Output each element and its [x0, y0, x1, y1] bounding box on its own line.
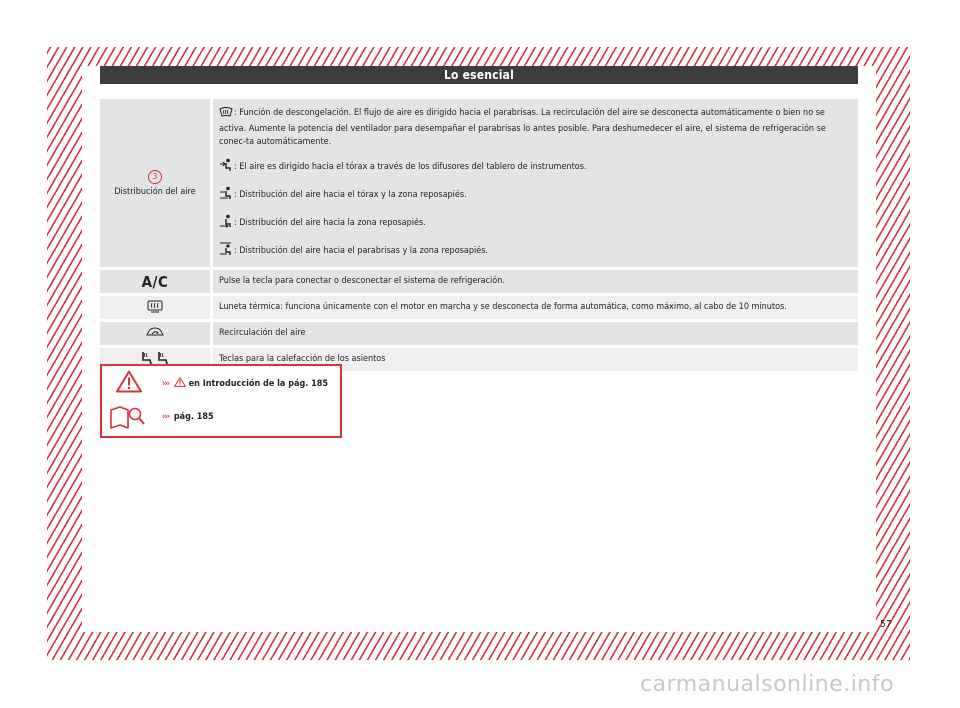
list-item: : Distribución del aire hacia el tórax y la zona reposapiés. [219, 186, 852, 205]
list-item: : Función de descongelación. El flujo de aire es dirigido hacia el parabrisas. La recirculación del aire se desconecta automáticamente o bien no se activa. Aumente la potencia del ventilador para desempañar el parabrisas lo antes posible. Para deshumedecer el aire, el sistema de refrigeración se conec-ta automáticamente. [219, 108, 826, 147]
reference-text: en Introducción de la pág. 185 [188, 379, 329, 389]
ac-symbol: A/C [141, 272, 169, 291]
reference-line-1[interactable]: ››› en Introducción de la pág. 185 [162, 379, 329, 389]
list-item: : Distribución del aire hacia el parabrisas y la zona reposapiés. [219, 242, 852, 261]
row-description-cell: Teclas para la calefacción de los asientos [213, 348, 858, 371]
table-row-rear-window [100, 296, 858, 319]
air-distribution-label: Distribución del aire [114, 186, 196, 197]
rear-window-defrost-icon [147, 300, 163, 316]
airflow-feet-icon [219, 214, 233, 233]
row-label-cell [100, 296, 210, 319]
windshield-defrost-icon [219, 107, 233, 123]
airflow-windshield-feet-icon [219, 242, 233, 261]
row-description-cell [213, 99, 858, 267]
reference-box [100, 364, 342, 438]
table-row-air-distribution [100, 99, 858, 267]
row-label-cell [100, 270, 210, 293]
reference-text: pág. 185 [173, 412, 214, 422]
airflow-chest-feet-icon [219, 186, 233, 205]
recirculation-icon [146, 326, 164, 341]
row-description-cell: Pulse la tecla para conectar o desconectar el sistema de refrigeración. [213, 270, 858, 293]
reference-line-2[interactable]: ››› pág. 185 [162, 412, 214, 422]
row-description-cell: Luneta térmica: funciona únicamente con el motor en marcha y se desconecta de forma automática, como máximo, al cabo de 10 minutos. [213, 296, 858, 319]
table-row-ac [100, 270, 858, 293]
page-header: Lo esencial [100, 66, 858, 84]
inline-warning-icon [174, 377, 186, 390]
book-magnifier-icon [110, 404, 146, 434]
list-item: : Distribución del aire hacia la zona reposapiés. [219, 214, 852, 233]
row-description-cell: Recirculación del aire [213, 322, 858, 345]
callout-number: 3 [148, 170, 162, 184]
list-item: : El aire es dirigido hacia el tórax a través de los difusores del tablero de instrumentos. [219, 158, 852, 177]
row-label-cell [100, 99, 210, 267]
page-number: 57 [880, 619, 892, 630]
table-row-recirculation [100, 322, 858, 345]
row-label-cell [100, 322, 210, 345]
watermark: carmanualsonline.info [640, 672, 894, 697]
airflow-chest-icon [219, 158, 233, 177]
warning-triangle-icon [116, 370, 142, 397]
controls-table [100, 99, 858, 374]
